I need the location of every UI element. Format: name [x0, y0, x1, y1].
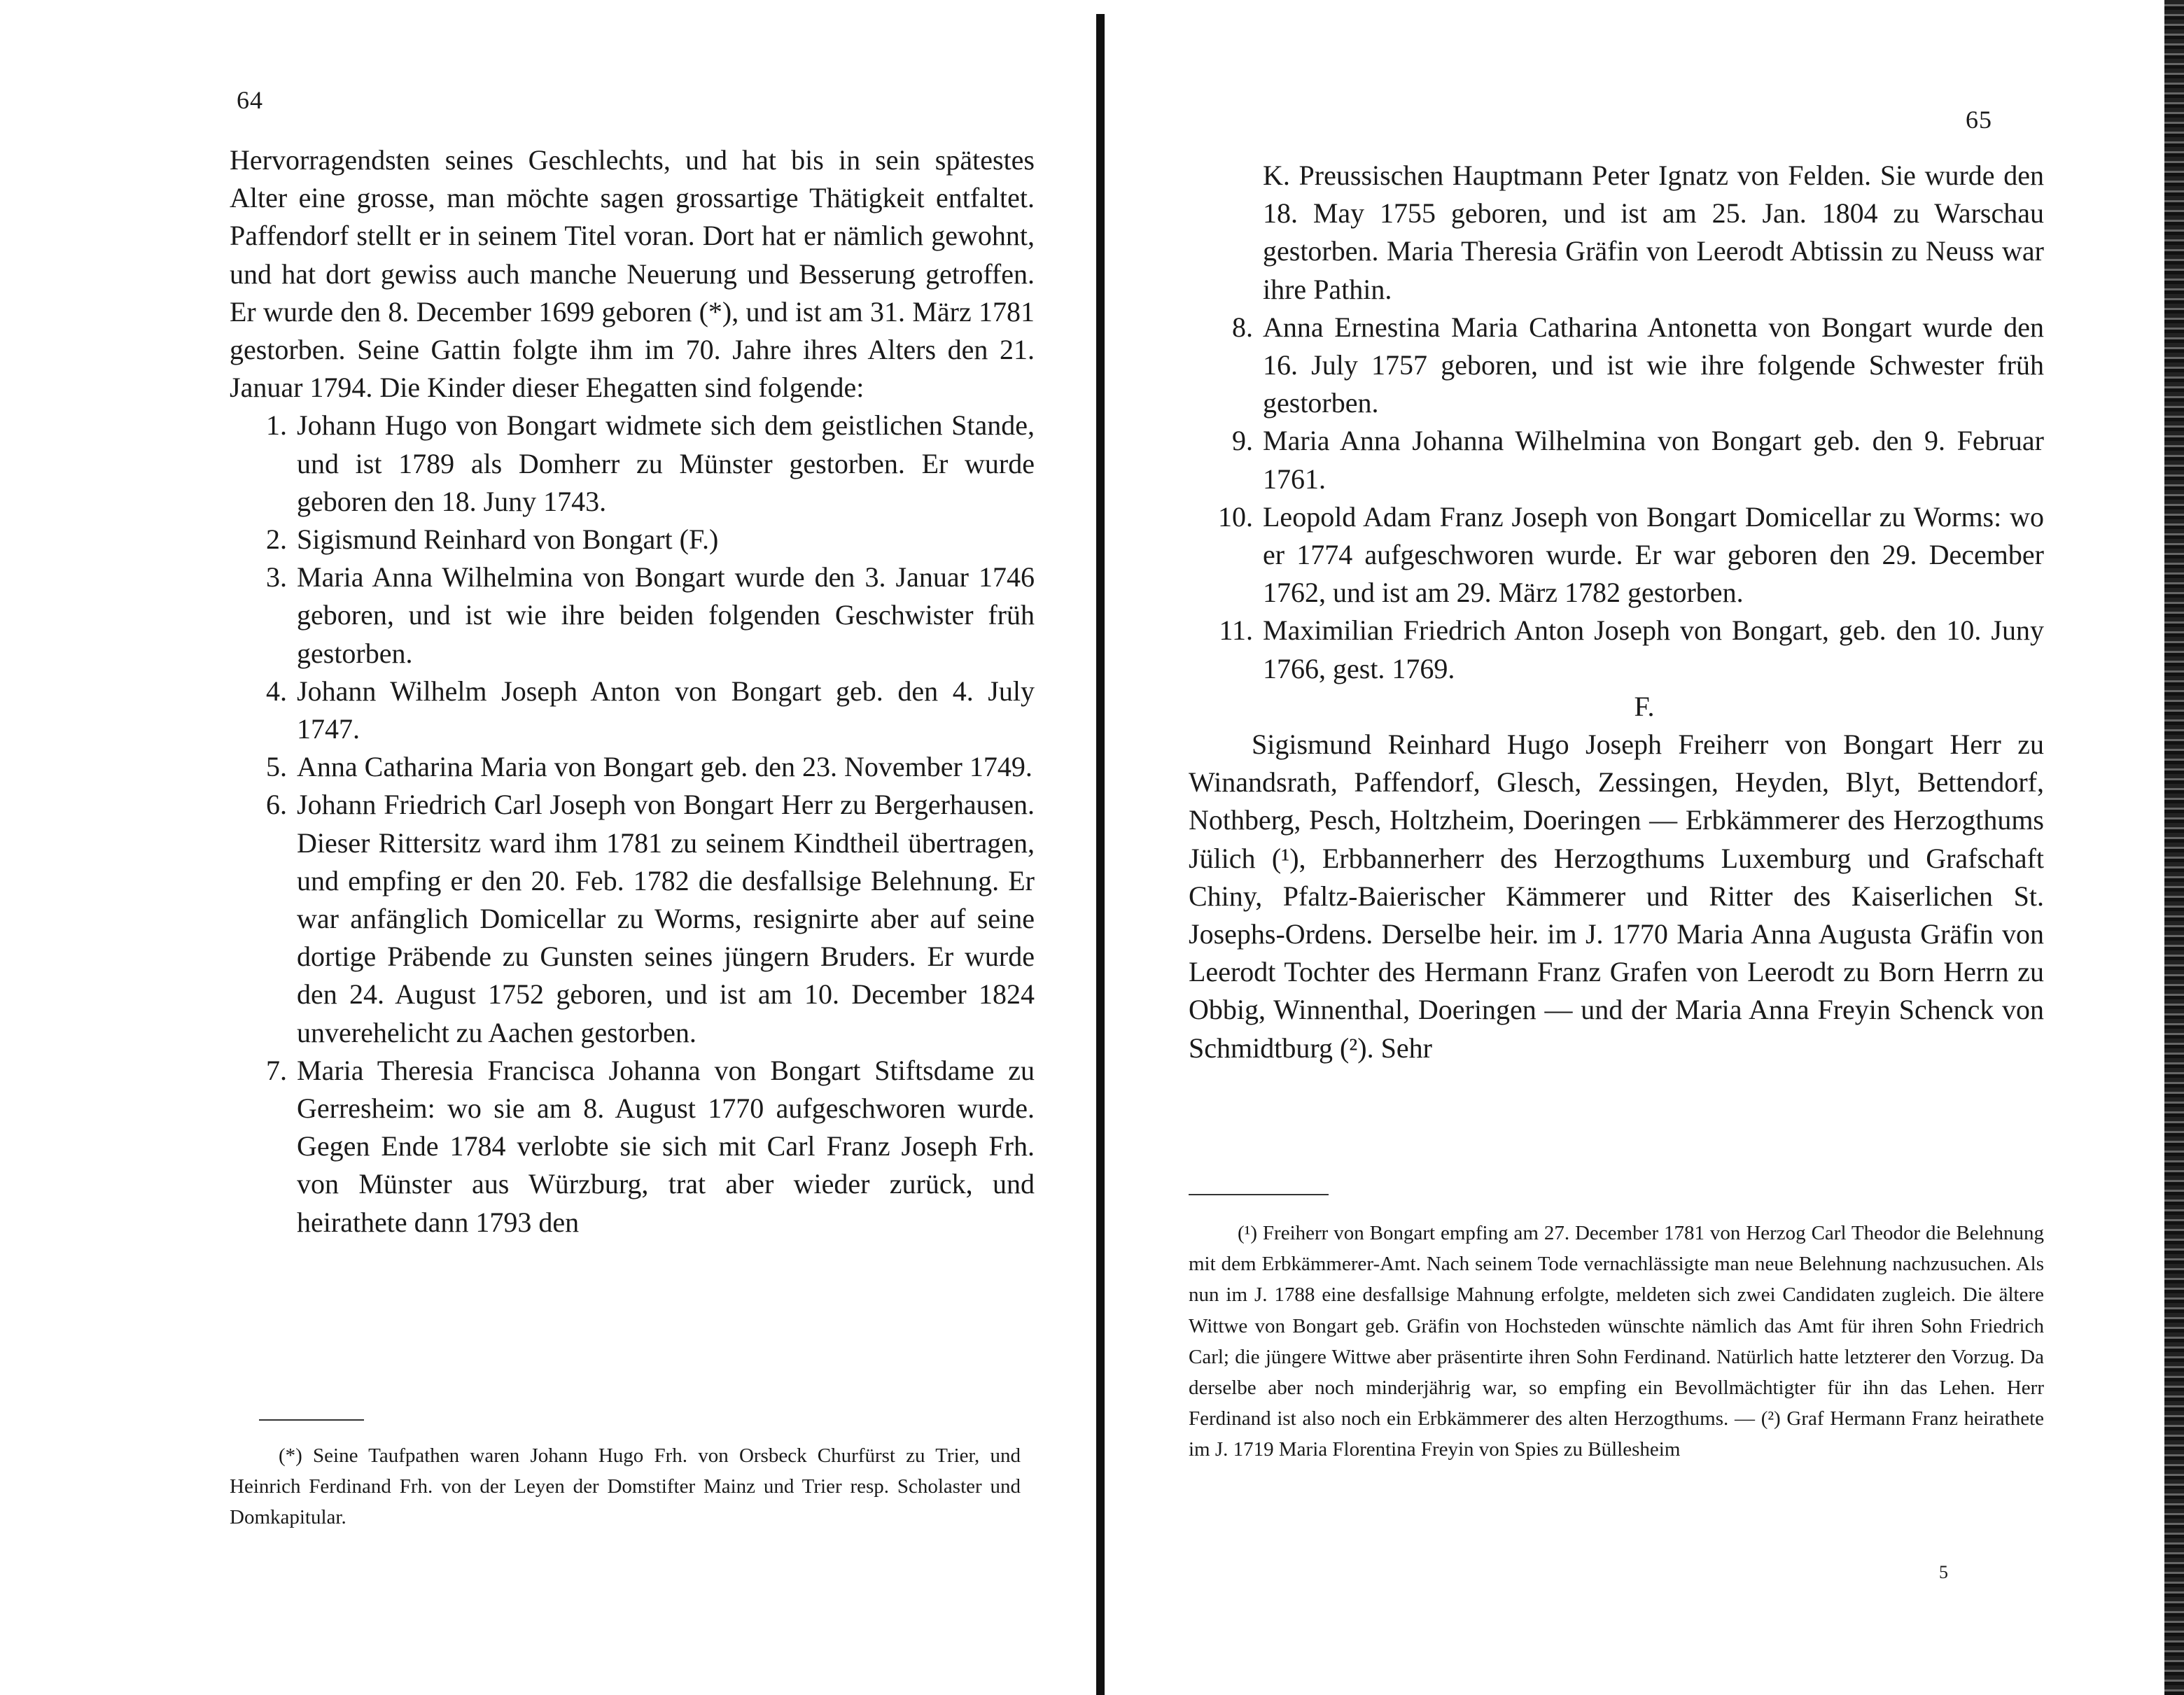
- item-number: 5.: [266, 751, 287, 783]
- list-item: [230, 407, 1035, 521]
- item-text: Maximilian Friedrich Anton Joseph von Bongart, geb. den 10. Juny 1766, gest. 1769.: [1263, 614, 2044, 684]
- footnote: (¹) Freiherr von Bongart empfing am 27. December 1781 von Herzog Carl Theodor die Belehnung mit dem Erbkämmerer-Amt. Nach seinem Tode vernachlässigte man neue Belehnung nachzusuchen. Als nun im J. 1788 eine desfallsige Mahnung erfolgte, meldeten sich zwei Candidaten zugleich. Die ältere Wittwe von Bongart geb. Gräfin von Hochsteden wünschte nämlich das Amt für ihren Sohn Friedrich Carl; die jüngere Wittwe aber präsentirte ihren Sohn Ferdinand. Natürlich hatte letzterer den Vorzug. Da derselbe aber noch minderjährig war, so empfing ein Bevollmächtigter für ihn das Lehen. Herr Ferdinand ist also noch ein Erbkämmerer des alten Herzogthums. — (²) Graf Hermann Franz heirathete im J. 1719 Maria Florentina Freyin von Spies zu Büllesheim: [1189, 1222, 2044, 1461]
- item-text: Maria Anna Wilhelmina von Bongart wurde den 3. Januar 1746 geboren, und ist wie ihre beiden folgenden Geschwister früh gestorben.: [297, 561, 1035, 669]
- item-number: 6.: [266, 789, 287, 821]
- item-number: 10.: [1218, 500, 1253, 533]
- footnote: (*) Seine Taufpathen waren Johann Hugo Frh. von Orsbeck Churfürst zu Trier, und Heinrich Ferdinand Frh. von der Leyen der Domstifter Mainz und Trier resp. Scholaster und Domkapitular.: [230, 1444, 1021, 1529]
- item-text: Maria Anna Johanna Wilhelmina von Bongart geb. den 9. Februar 1761.: [1263, 425, 2044, 495]
- list-item: [1189, 612, 2044, 687]
- item-text: Sigismund Reinhard von Bongart (F.): [297, 523, 719, 556]
- footnote-rule: [259, 1419, 364, 1421]
- item-number: 1.: [266, 409, 287, 442]
- list-item: [230, 1052, 1035, 1242]
- item-number: 2.: [266, 523, 287, 556]
- list-item: [1189, 498, 2044, 612]
- list-item: [1189, 309, 2044, 423]
- continuation-paragraph: K. Preussischen Hauptmann Peter Ignatz von Felden. Sie wurde den 18. May 1755 geboren, und ist am 25. Jan. 1804 zu Warschau gestorben. Maria Theresia Gräfin von Leerodt Abtissin zu Neuss war ihre Pathin.: [1263, 160, 2044, 305]
- item-text: Anna Catharina Maria von Bongart geb. den 23. November 1749.: [297, 751, 1032, 783]
- item-text: Johann Friedrich Carl Joseph von Bongart Herr zu Bergerhausen. Dieser Rittersitz ward ihm 1781 zu seinem Kindtheil übertragen, und empfing er den 20. Feb. 1782 die desfallsige Belehnung. Er war anfänglich Domicellar zu Worms, resignirte aber auf seine dortige Präbende zu Gunsten seines jüngern Bruders. Er wurde den 24. August 1752 geboren, und ist am 10. December 1824 unverehelicht zu Aachen gestorben.: [297, 789, 1035, 1048]
- item-text: Maria Theresia Francisca Johanna von Bongart Stiftsdame zu Gerresheim: wo sie am 8. August 1770 aufgeschworen wurde. Gegen Ende 1784 verlobte sie sich mit Carl Franz Joseph Frh. von Münster aus Würzburg, trat aber wieder zurück, und heirathete dann 1793 den: [297, 1054, 1035, 1238]
- main-text: [230, 141, 1035, 1242]
- list-item: [1189, 422, 2044, 498]
- main-text: [1189, 157, 2044, 1067]
- page-number: 65: [1966, 106, 1992, 134]
- item-number: 11.: [1219, 614, 1253, 647]
- right-page: [1092, 0, 2184, 1695]
- footnotes: [230, 1440, 1021, 1533]
- section-heading: F.: [1634, 690, 1655, 722]
- item-text: Leopold Adam Franz Joseph von Bongart Domicellar zu Worms: wo er 1774 aufgeschworen wurde. Er war geboren den 29. December 1762, und ist am 29. März 1782 gestorben.: [1263, 500, 2044, 609]
- list-item: [230, 748, 1035, 786]
- footnotes: [1189, 1218, 2044, 1465]
- opening-paragraph: Hervorragendsten seines Geschlechts, und hat bis in sein spätestes Alter eine grosse, man möchte sagen grossartige Thätigkeit entfaltet. Paffendorf stellt er in seinem Titel voran. Dort hat er nämlich gewohnt, und hat dort gewiss auch manche Neuerung und Besserung getroffen. Er wurde den 8. December 1699 geboren (*), und ist am 31. März 1781 gestorben. Seine Gattin folgte ihm im 70. Jahre ihres Alters den 21. Januar 1794. Die Kinder dieser Ehegatten sind folgende:: [230, 144, 1035, 404]
- page-number: 64: [237, 86, 263, 114]
- list-item: [230, 521, 1035, 558]
- item-number: 8.: [1232, 311, 1253, 343]
- signature-mark: 5: [1939, 1562, 1948, 1582]
- item-number: 3.: [266, 561, 287, 593]
- list-item: [230, 558, 1035, 673]
- list-item: [230, 673, 1035, 748]
- item-number: 7.: [266, 1054, 287, 1086]
- footnote-rule: [1189, 1194, 1329, 1195]
- item-text: Johann Hugo von Bongart widmete sich dem geistlichen Stande, und ist 1789 als Domherr zu Münster gestorben. Er wurde geboren den 18. Juny 1743.: [297, 409, 1035, 517]
- item-text: Anna Ernestina Maria Catharina Antonetta von Bongart wurde den 16. July 1757 geboren, und ist wie ihre folgende Schwester früh gestorben.: [1263, 311, 2044, 419]
- list-item: [230, 786, 1035, 1051]
- page-edge: [2164, 0, 2184, 1695]
- item-number: 9.: [1232, 425, 1253, 457]
- section-paragraph: Sigismund Reinhard Hugo Joseph Freiherr von Bongart Herr zu Winandsrath, Paffendorf, Glesch, Zessingen, Heyden, Blyt, Bettendorf, Nothberg, Pesch, Holtzheim, Doeringen — Erbkämmerer des Herzogthums Jülich (¹), Erbbannerherr des Herzogthums Luxemburg und Grafschaft Chiny, Pfaltz-Baierischer Kämmerer und Ritter des Kaiserlichen St. Josephs-Ordens. Derselbe heir. im J. 1770 Maria Anna Augusta Gräfin von Leerodt Tochter des Hermann Franz Grafen von Leerodt zu Born Herrn zu Obbig, Winnenthal, Doeringen — und der Maria Anna Freyin Schenck von Schmidtburg (²). Sehr: [1189, 729, 2044, 1064]
- item-number: 4.: [266, 675, 287, 707]
- item-text: Johann Wilhelm Joseph Anton von Bongart geb. den 4. July 1747.: [297, 675, 1035, 745]
